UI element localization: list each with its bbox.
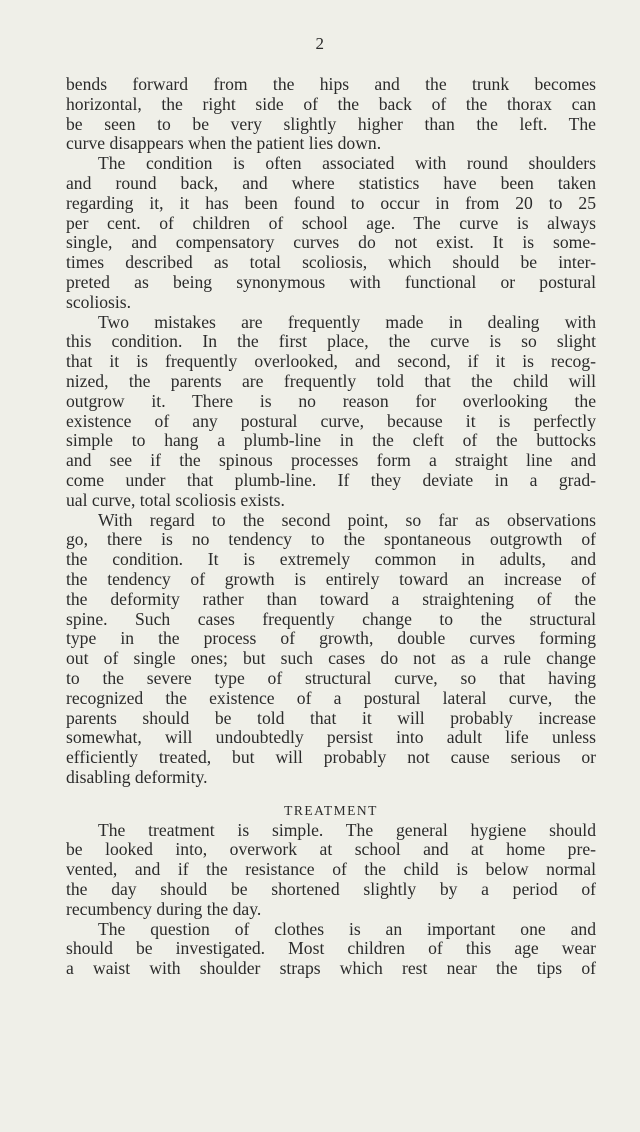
text-line: existence of any postural curve, because it is perfectly (66, 411, 596, 431)
page-number: 2 (315, 34, 325, 53)
text-line: go, there is no tendency to the spontaneous outgrowth of (66, 530, 596, 550)
paragraph (66, 75, 596, 154)
text-line: single, and compensatory curves do not exist. It is some- (66, 233, 596, 253)
text-line: preted as being synonymous with functional or postural (66, 272, 596, 292)
text-line: a waist with shoulder straps which rest near the tips of (66, 959, 596, 979)
text-line: outgrow it. There is no reason for overlooking the (66, 391, 596, 411)
text-line: out of single ones; but such cases do not as a rule change (66, 649, 596, 669)
paragraph (66, 920, 596, 979)
text-line: come under that plumb-line. If they deviate in a grad- (66, 470, 596, 490)
paragraph (66, 313, 596, 511)
text-line: Two mistakes are frequently made in dealing with (98, 312, 596, 332)
text-line: The treatment is simple. The general hygiene should (98, 820, 596, 840)
section-heading: TREATMENT (284, 802, 378, 818)
text-line: this condition. In the first place, the curve is so slight (66, 332, 596, 352)
body-text (66, 75, 596, 979)
text-line: bends forward from the hips and the trunk becomes (66, 75, 596, 94)
text-line: parents should be told that it will probably increase (66, 708, 596, 728)
text-line: efficiently treated, but will probably not cause serious or (66, 748, 596, 768)
text-line: per cent. of children of school age. The curve is always (66, 213, 596, 233)
text-line: disabling deformity. (66, 767, 208, 787)
text-line: nized, the parents are frequently told that the child will (66, 371, 596, 391)
text-line: the deformity rather than toward a straightening of the (66, 589, 596, 609)
text-line: be seen to be very slightly higher than the left. The (66, 114, 596, 134)
text-line: and round back, and where statistics have been taken (66, 173, 596, 193)
text-line: and see if the spinous processes form a straight line and (66, 451, 596, 471)
text-line: spine. Such cases frequently change to the structural (66, 609, 596, 629)
text-line: The condition is often associated with round shoulders (98, 154, 596, 174)
text-line: the day should be shortened slightly by a period of (66, 880, 596, 900)
text-line: With regard to the second point, so far as observations (98, 510, 596, 530)
text-line: curve disappears when the patient lies down. (66, 134, 382, 154)
text-line: recumbency during the day. (66, 899, 262, 919)
text-line: somewhat, will undoubtedly persist into adult life unless (66, 728, 596, 748)
text-line: type in the process of growth, double curves forming (66, 629, 596, 649)
text-line: ual curve, total scoliosis exists. (66, 490, 285, 510)
text-line: the condition. It is extremely common in adults, and (66, 550, 596, 570)
text-line: should be investigated. Most children of this age wear (66, 939, 596, 959)
text-line: the tendency of growth is entirely toward an increase of (66, 569, 596, 589)
text-line: scoliosis. (66, 292, 132, 312)
paragraph (66, 154, 596, 312)
text-line: to the severe type of structural curve, so that having (66, 668, 596, 688)
text-line: simple to hang a plumb-line in the cleft of the buttocks (66, 431, 596, 451)
text-line: The question of clothes is an important one and (98, 919, 596, 939)
text-line: vented, and if the resistance of the child is below normal (66, 860, 596, 880)
text-line: times described as total scoliosis, which should be inter- (66, 253, 596, 273)
text-line: recognized the existence of a postural lateral curve, the (66, 688, 596, 708)
text-line: be looked into, overwork at school and at home pre- (66, 840, 596, 860)
text-line: regarding it, it has been found to occur in from 20 to 25 (66, 193, 596, 213)
text-line: horizontal, the right side of the back of the thorax can (66, 94, 596, 114)
text-line: that it is frequently overlooked, and second, if it is recog- (66, 352, 596, 372)
paragraph (66, 511, 596, 788)
paragraph (66, 821, 596, 920)
